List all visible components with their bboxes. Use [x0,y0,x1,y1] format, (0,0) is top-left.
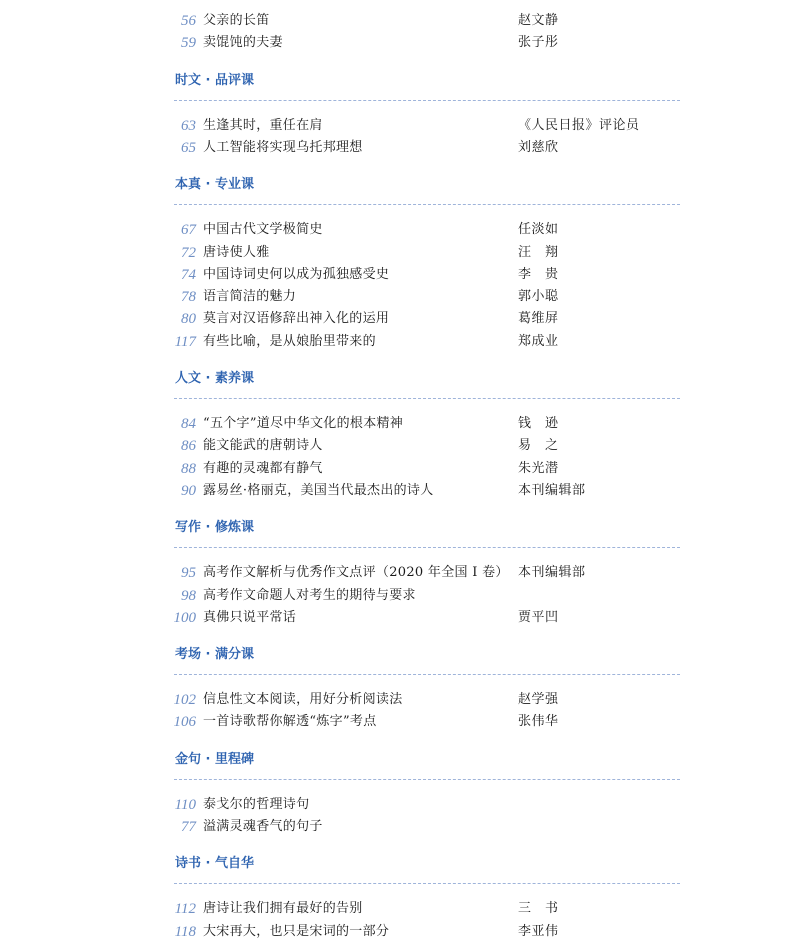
article-title: 卖馄饨的夫妻 [203,35,283,51]
article-author: 任淡如 [518,222,559,238]
toc-entry[interactable] [0,115,800,137]
article-title: 信息性文本阅读，用好分析阅读法 [203,692,403,708]
section-divider [174,100,680,101]
article-title: 露易丝·格丽克，美国当代最杰出的诗人 [203,482,434,498]
article-title: 真佛只说平常话 [203,609,297,625]
page-number: 74 [181,266,196,283]
page-number: 65 [181,139,196,156]
page-number: 112 [174,901,196,918]
toc-entry[interactable] [0,331,800,353]
page-number: 117 [174,333,196,350]
page-number: 106 [173,714,196,731]
article-title: 人工智能将实现乌托邦理想 [203,139,363,155]
page-number: 90 [181,482,196,499]
page-number: 77 [181,819,196,835]
page-number: 86 [181,438,196,455]
toc-entry[interactable] [0,921,800,943]
toc-entry[interactable] [0,585,800,607]
section-header [0,748,800,772]
section-header [0,516,800,540]
page-number: 56 [181,13,196,29]
article-title: 中国诗词史何以成为孤独感受史 [203,266,390,282]
article-title: 泰戈尔的哲理诗句 [203,796,310,812]
page-number: 100 [173,609,196,626]
section-header [0,852,800,876]
section-title: 诗书 · 气自华 [175,856,254,872]
page-number: 98 [181,587,196,604]
toc-entry[interactable] [0,219,800,241]
toc-entry[interactable] [0,137,800,159]
section-title: 本真 · 专业课 [175,177,254,193]
page-number: 59 [181,35,196,52]
article-author: 汪 翔 [518,244,559,260]
section-header [0,173,800,197]
section-title: 人文 · 素养课 [175,371,254,386]
toc-entry[interactable] [0,10,800,32]
section-divider [174,204,680,205]
toc-entry[interactable] [0,607,800,629]
page-number: 78 [181,289,196,306]
page-number: 95 [181,565,196,582]
page-number: 118 [174,923,196,940]
toc-entry[interactable] [0,242,800,264]
section-title: 金句 · 里程碑 [175,751,254,767]
section-header [0,643,800,667]
article-author: 赵文静 [518,13,559,28]
article-title: 唐诗让我们拥有最好的告别 [203,901,363,917]
toc-entry[interactable] [0,898,800,920]
section-divider [174,398,680,399]
article-author: 张伟华 [518,714,559,730]
toc-entry[interactable] [0,794,800,816]
toc-entry[interactable] [0,435,800,457]
page-number: 72 [181,244,196,261]
article-author: 朱光潜 [518,460,559,476]
toc-entry[interactable] [0,286,800,308]
page-number: 63 [181,117,196,134]
toc-entry[interactable] [0,711,800,733]
page-number: 110 [174,796,196,813]
toc-entry[interactable] [0,562,800,584]
article-author: 郑成业 [518,333,559,349]
article-author: 钱 逊 [518,416,559,431]
article-title: 一首诗歌帮你解透“炼字”考点 [203,714,377,730]
section-divider [174,779,680,780]
article-author: 贾平凹 [518,609,559,625]
article-title: 有趣的灵魂都有静气 [203,460,323,476]
article-title: 中国古代文学极简史 [203,222,323,238]
article-title: 高考作文解析与优秀作文点评（2020 年全国 Ⅰ 卷） [203,565,509,581]
article-author: 本刊编辑部 [518,565,586,581]
article-author: 易 之 [518,438,559,454]
article-title: 大宋再大，也只是宋词的一部分 [203,923,390,939]
page-number: 80 [181,311,196,328]
article-title: 父亲的长笛 [203,13,270,28]
article-author: 郭小聪 [518,289,559,305]
section-header [0,367,800,391]
toc-entry[interactable] [0,689,800,711]
article-title: “五个字”道尽中华文化的根本精神 [203,416,404,431]
toc-entry[interactable] [0,32,800,54]
section-header [0,69,800,93]
article-title: 生逢其时，重任在肩 [203,117,323,133]
toc-entry[interactable] [0,308,800,330]
section-divider [174,883,680,884]
article-author: 葛维屏 [518,311,559,327]
page-number: 67 [181,222,196,239]
section-title: 考场 · 满分课 [175,647,254,663]
article-title: 有些比喻，是从娘胎里带来的 [203,333,376,349]
article-title: 溢满灵魂香气的句子 [203,819,323,834]
article-title: 语言简洁的魅力 [203,289,297,305]
article-author: 《人民日报》评论员 [518,117,640,133]
article-author: 李亚伟 [518,923,559,939]
article-author: 刘慈欣 [518,139,559,155]
toc-entry[interactable] [0,413,800,435]
toc-entry[interactable] [0,458,800,480]
article-author: 本刊编辑部 [518,482,586,498]
section-title: 时文 · 品评课 [175,72,254,88]
article-title: 高考作文命题人对考生的期待与要求 [203,587,416,603]
article-author: 李 贵 [518,266,559,282]
section-divider [174,674,680,675]
page-number: 84 [181,416,196,432]
toc-entry[interactable] [0,816,800,838]
section-title: 写作 · 修炼课 [175,520,254,536]
page-number: 102 [173,692,196,709]
page-number: 88 [181,460,196,477]
article-author: 张子彤 [518,35,559,51]
article-author: 三 书 [518,901,559,917]
article-title: 莫言对汉语修辞出神入化的运用 [203,311,390,327]
toc-entry[interactable] [0,480,800,502]
section-divider [174,547,680,548]
article-author: 赵学强 [518,692,559,708]
toc-entry[interactable] [0,264,800,286]
article-title: 唐诗使人雅 [203,244,270,260]
article-title: 能文能武的唐朝诗人 [203,438,323,454]
